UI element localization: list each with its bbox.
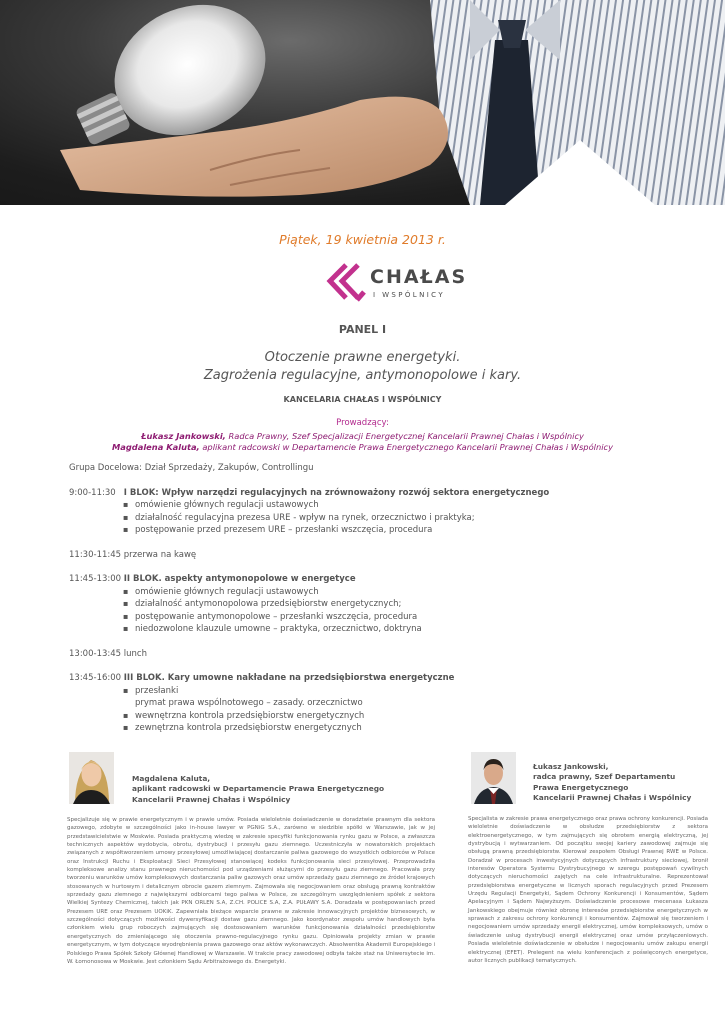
firm-name: KANCELARIA CHAŁAS I WSPÓLNICY [283,395,442,404]
list-item: ▪ omówienie głównych regulacji ustawowych [123,586,689,599]
block-1-time: 9:00-11:30 [69,487,116,498]
host-2-role: aplikant radcowski w Departamencie Prawa Energetycznego Kancelarii Prawnej Chałas i Wspólnicy [199,442,613,452]
bio-right-role: radca prawny, Szef Departamentu [533,772,676,782]
list-item: ▪ postępowanie przed prezesem URE – przesłanki wszczęcia, procedura [123,524,689,537]
list-item: ▪ działalność regulacyjna prezesa URE - wpływ na rynek, orzecznictwo i praktyka; [123,512,689,525]
block-1-heading [69,487,689,500]
host-2-name: Magdalena Kaluta, [112,442,200,452]
agenda [69,462,689,735]
avatar [471,752,516,804]
block-2-heading [69,573,689,586]
bio-right-firm: Kancelarii Prawnej Chałas i Wspólnicy [533,792,692,802]
bio-left-name: Magdalena Kaluta, [132,774,211,783]
block-1-list [123,499,689,537]
lunch: 13:00-13:45 lunch [69,648,147,659]
logo-name: CHAŁAS [370,266,468,288]
coffee-break: 11:30-11:45 przerwa na kawę [69,549,197,560]
block-1-title: I BLOK: Wpływ narzędzi regulacyjnych na zrównoważony rozwój sektora energetycznego [123,487,550,498]
bio-right-header [533,762,713,803]
event-date: Piątek, 19 kwietnia 2013 r. [279,232,446,247]
host-1 [0,431,725,441]
chalas-logo [324,262,468,306]
logo-subtitle: I WSPÓLNICY [373,291,446,299]
block-3-heading [69,672,689,685]
host-1-name: Łukasz Jankowski, [141,431,226,441]
avatar [69,752,114,804]
bio-left-text: Specjalizuje się w prawie energetycznym i w prawie umów. Posiada wieloletnie doświadczenie w doradztwie prawnym dla sektora gazowego, zdobyte w szczególności jako in-house lawyer w PGNiG S.A., zarówno w siedzibie spółki w Warszawie, jak w jej przedstawicielstwie w Moskwie. Posiada praktyczną wiedzę w zakresie specyfiki funkcjonowania rynku gazu w Polsce, a zwłaszcza technicznych aspektów wydobycia, obrotu, dystrybucji i przesyłu gazu ziemnego. Uczestniczyła w nowatorskich projektach związanych z współtworzeniem umowy przesyłowej umożliwiającej dostarczanie paliwa gazowego do wszystkich odbiorców w Polsce oraz Instrukcji Ruchu i Eksploatacji Sieci Przesyłowej stanowiącej kodeks funkcjonowania sieci przesyłowej. Przeprowadziła kompleksowe analizy stanu prawnego nieruchomości pod urządzeniami służącymi do przesyłu gazu ziemnego. Pracowała przy tworzeniu warunków umów kompleksowych dostarczania paliw gazowych oraz umów sprzedaży gazu ziemnego ze źródeł krajowych stosowanych w hurtowym i detalicznym obrocie gazem ziemnym. Zajmowała się negocjowaniem oraz obsługą prawną kontraktów sprzedaży gazu ziemnego z największymi odbiorcami tego paliwa w Polsce, ze szczególnym uwzględnieniem spółek z sektora Wielkiej Syntezy Chemicznej, takich jak PKN ORLEN S.A, Z.CH. POLICE S.A, Z.A. PUŁAWY S.A. Doradzała w postępowaniach przed Prezesem URE oraz Prezesem UOKiK. Zapewniała bieżące wsparcie prawne w zakresie innowacyjnych projektów biznesowych, w szczególności dotyczących możliwości dywersyfikacji dostaw gazu ziemnego. Jako koordynator zespołu umów handlowych była członkiem wielu grup roboczych zajmujących się dostosowaniem warunków funkcjonowania działalności przedsiębiorstw energetycznych do zmieniającego się otoczenia prawno-regulacyjnego rynku gazu. Opiniowała projekty zmian w prawie energetycznym, w tym dotyczące wyodrębnienia prawa gazowego oraz aktów wykonawczych. Absolwentka Akademii Europejskiego i Polskiego Prawa Spółek Szkoły Głównej Handlowej w Warszawie. W trakcie pracy zawodowej odbyła także staż na Uniwersytecie im. W. Łomonosowa w Moskwie. Jest członkiem Sądu Arbitrażowego ds. Energetyki. [67,817,435,965]
list-item: ▪ zewnętrzna kontrola przedsiębiorstw energetycznych [123,722,689,735]
header-photo [0,0,725,205]
list-item: ▪ niedozwolone klauzule umowne – praktyka, orzecznictwo, doktryna [123,623,689,636]
list-item: ▪ przesłanki [123,685,689,698]
topic-line-2: Zagrożenia regulacyjne, antymonopolowe i kary. [203,368,522,383]
bio-left-role: aplikant radcowski w Departamencie Prawa Energetycznego [132,784,385,794]
block-2-time: 11:45-13:00 [69,574,122,584]
block-3-title: III BLOK. Kary umowne nakładane na przedsiębiorstwa energetyczne [123,673,455,683]
list-item: ▪ postępowanie antymonopolowe – przesłanki wszczęcia, procedura [123,611,689,624]
bio-magdalena-kaluta [63,752,438,1022]
block-3-list [123,685,689,735]
bio-right-name: Łukasz Jankowski, [533,762,609,771]
list-item: ▪ działalność antymonopolowa przedsiębiorstw energetycznych; [123,598,689,611]
topic-line-1: Otoczenie prawne energetyki. [264,350,461,365]
bio-left-firm: Kancelarii Prawnej Chałas i Wspólnicy [132,794,291,804]
host-2 [0,442,725,452]
lightbulb-hand-illustration [0,0,725,205]
list-item: ▪ wewnętrzna kontrola przedsiębiorstw energetycznych [123,710,689,723]
bio-right-text: Specjalista w zakresie prawa energetycznego oraz prawa ochrony konkurencji. Posiada wieloletnie doświadczenie w obsłudze przedsiębiorstw z sektora elektroenergetycznego, w tym zajmujących się obrotem energią elektryczną, jej dystrybucją i wytwarzaniem. Od początku swojej kariery zawodowej zajmuje się obsługą prawną przedsiębiorstw. Kierował zespołem Obsługi Prawnej RWE w Polsce. Doradzał w procesach inwestycyjnych dotyczących infrastruktury sieciowej, bronił interesów Operatora Systemu Dystrybucyjnego w szeregu postępowań cywilnych dotyczących nieruchomości zajętych na cele infrastrukturalne. Reprezentował przedsiębiorstwa energetyczne w licznych sporach regulacyjnych przed Prezesem Urzędu Regulacji Energetyki, Sądem Ochrony Konkurencji i Konsumentów, Sądem Apelacyjnym i Sądem Najwyższym. Doświadczenie procesowe mecenasa Łukasza Jankowskiego obejmuje również obronę interesów przedsiębiorstw energetycznych w sprawach z zakresu ochrony konkurencji i konsumentów. Zajmował się tworzeniem i negocjowaniem umów sprzedaży energii elektrycznej, umów kompleksowych, umów o świadczenie usług dystrybucji energii elektrycznej oraz umów przyłączeniowych. Posiada wieloletnie doświadczenie w obsłudze i negocjowaniu umów zakupu energii elektrycznej (EFET). Prelegent na wielu konferencjach z poświęconych energetyce, autor licznych publikacji tematycznych. [468,816,708,964]
portrait-woman-icon [69,752,114,804]
list-item: prymat prawa wspólnotowego – zasady. orzecznictwo [135,698,363,708]
hosts-label: Prowadzący: [336,418,389,428]
list-item: ▪ omówienie głównych regulacji ustawowych [123,499,689,512]
target-audience: Grupa Docelowa: Dział Sprzedaży, Zakupów, Controllingu [69,463,314,473]
bio-lukasz-jankowski [465,752,715,1022]
bio-left-header [132,774,422,805]
portrait-man-icon [471,752,516,804]
panel-title: PANEL I [338,323,387,336]
block-2-title: II BLOK. aspekty antymonopolowe w energetyce [123,574,356,584]
logo-mark-icon [324,262,368,304]
bio-right-department: Prawa Energetycznego [533,782,629,792]
block-3-time: 13:45-16:00 [69,673,122,683]
block-2-list [123,586,689,636]
host-1-role: Radca Prawny, Szef Specjalizacji Energetycznej Kancelarii Prawnej Chałas i Wspólnicy [225,431,584,441]
